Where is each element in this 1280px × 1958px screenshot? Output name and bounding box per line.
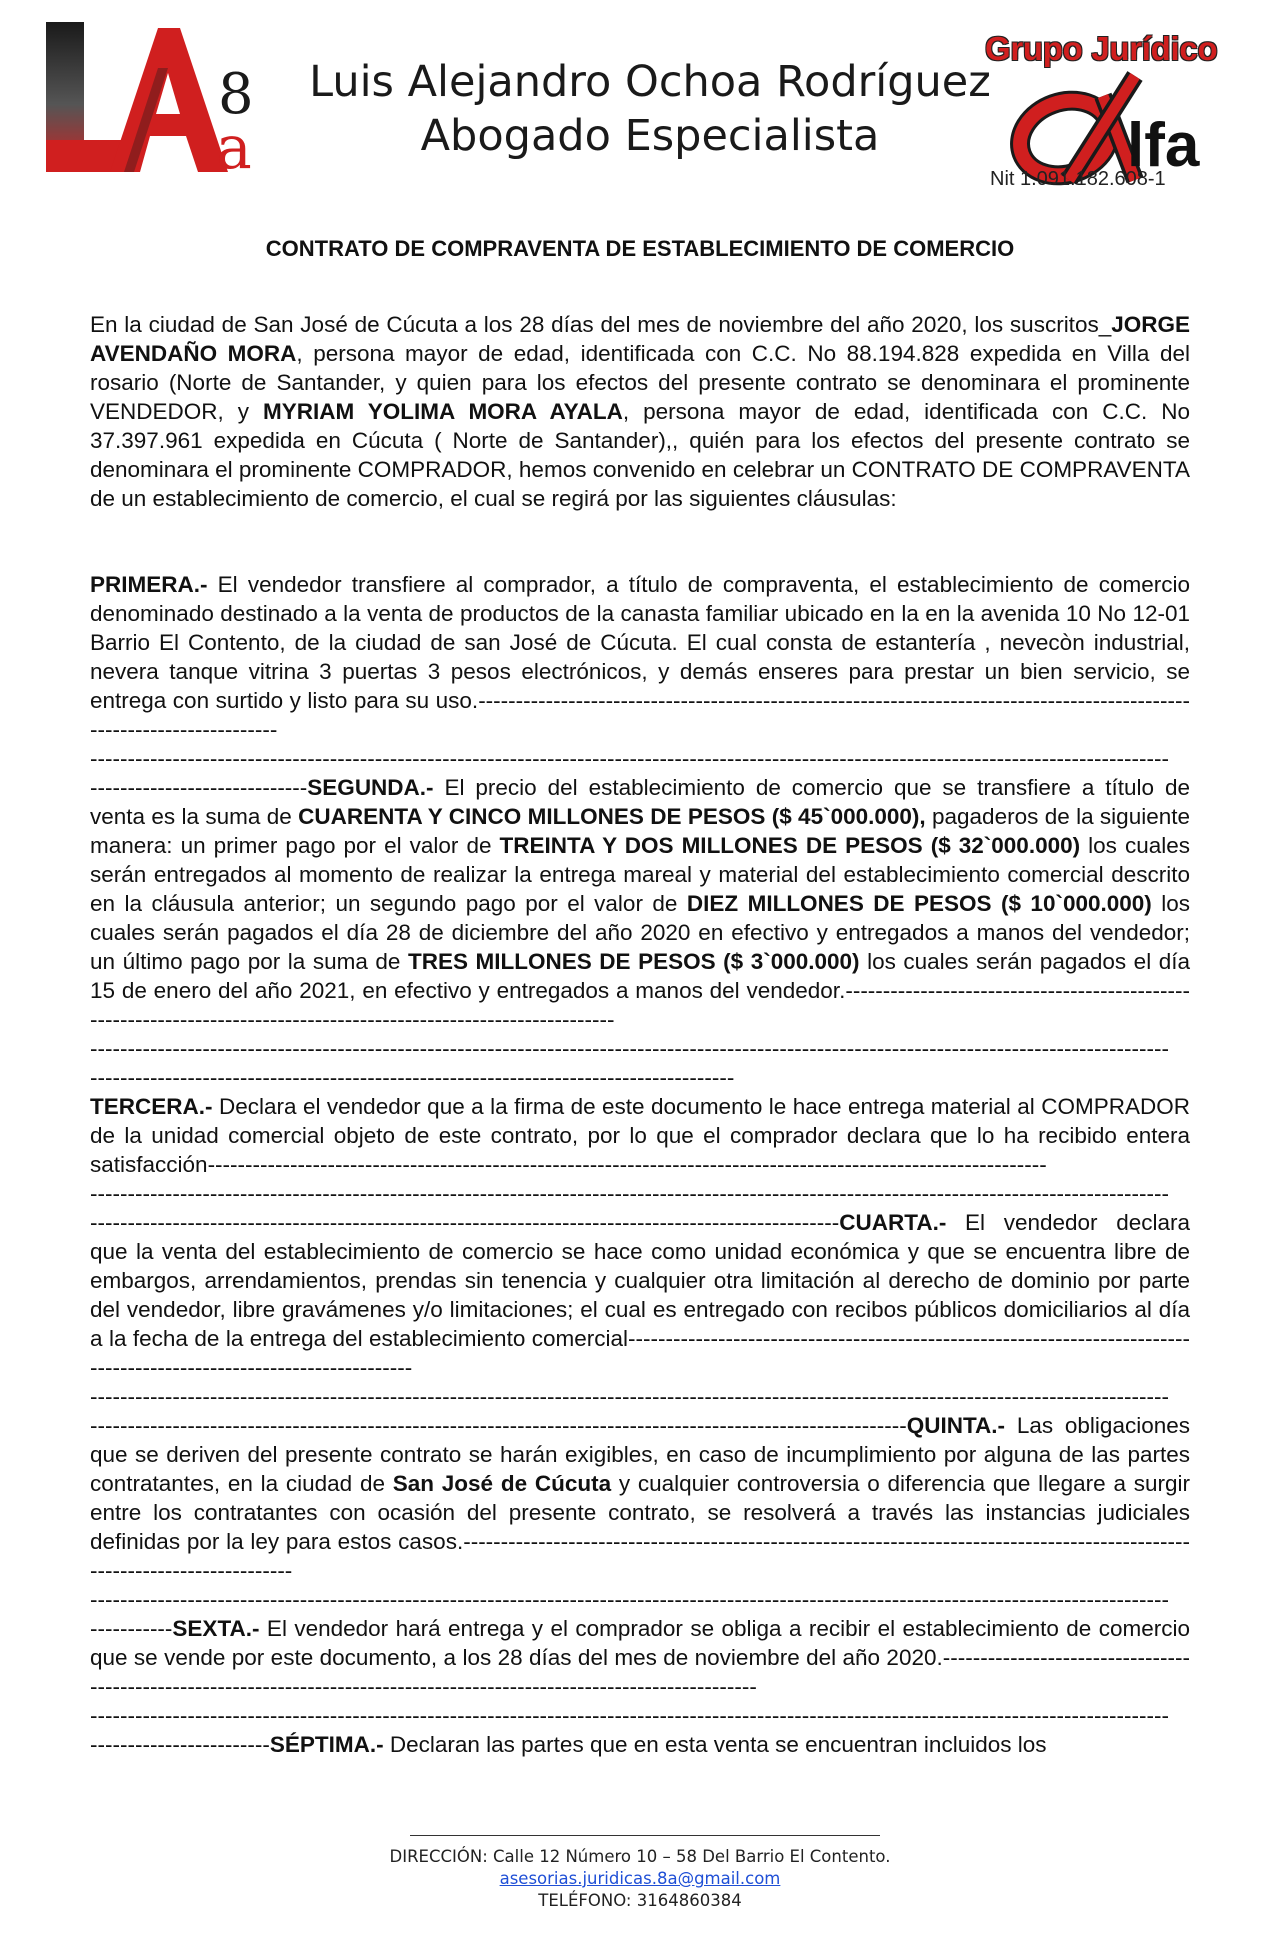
clause-cuarta-dashes: ---------------------------------------------------------------------------------------------------------------------- (90, 1326, 1190, 1380)
footer-address: DIRECCIÓN: Calle 12 Número 10 – 58 Del Barrio El Contento. (389, 1847, 891, 1866)
clause-sexta-label: SEXTA.- (172, 1616, 260, 1641)
intro-text-2: , persona mayor de edad, identificada con C.C. No 88.194.828 expedida en Villa del rosario (Norte de Santander, y quien para los efectos del presente contrato se denominara el prominente VENDEDOR, y (90, 341, 1190, 424)
clause-primera-text: El vendedor transfiere al comprador, a título de compraventa, el establecimiento de comercio denominado destinado a la venta de productos de la canasta familiar ubicado en la en la avenida 10 No 12-01 Barrio El Contento, de la ciudad de san José de Cúcuta. El cual consta de estantería , nevecòn industrial, nevera tanque vitrina 3 puertas 3 pesos electrónicos, y demás enseres para prestar un bien servicio, se entrega con surtido y listo para su uso. (90, 572, 1190, 713)
buyer-name: MYRIAM YOLIMA MORA AYALA (262, 399, 623, 424)
clause-sexta-text: El vendedor hará entrega y el comprador se obliga a recibir el establecimiento de comercio que se vende por este documento, a los 28 días del mes de noviembre del año 2020. (90, 1616, 1190, 1670)
svg-text:8: 8 (218, 62, 254, 127)
jurisdiction-city: San José de Cúcuta (392, 1471, 612, 1496)
clause-sexta-dashes: -------------------------------------------------------------------------------------------------------------------------- (90, 1645, 1190, 1699)
clause-segunda-text-3: los cuales serán entregados al momento de realizar la entrega mareal y material del establecimiento comercial descrito en la cláusula anterior; un segundo pago por el valor de (90, 833, 1190, 916)
clause-septima-label: SÉPTIMA.- (269, 1732, 384, 1757)
clause-quinta-lead: ------------------------------------------------------------------------------------------------------------- (90, 1413, 907, 1438)
clause-cuarta-lead: ---------------------------------------------------------------------------------------------------- (90, 1210, 840, 1235)
grupo-juridico-alfa-logo (985, 30, 1245, 190)
separator-line: -------------------------------------------------------------------------------------- (90, 1065, 735, 1090)
clause-segunda-text-4: los cuales serán pagados el día 28 de diciembre del año 2020 en efectivo y entregados a manos del vendedor; un último pago por la suma de (90, 891, 1190, 974)
svg-text:lfa: lfa (1127, 111, 1200, 180)
clause-segunda-label: SEGUNDA.- (307, 775, 434, 800)
letterhead (0, 0, 1280, 210)
clause-segunda-text-5: los cuales serán pagados el día 15 de enero del año 2021, en efectivo y entregados a manos del vendedor. (90, 949, 1191, 1003)
la8a-logo-icon (40, 18, 280, 198)
third-payment: TRES MILLONES DE PESOS ($ 3`000.000) (407, 949, 860, 974)
clause-cuarta (90, 1208, 1190, 1382)
intro-paragraph (90, 310, 1190, 513)
clause-quinta-label: QUINTA.- (906, 1413, 1006, 1438)
nit-number: Nit 1.091.182.608-1 (990, 168, 1166, 190)
clause-septima (90, 1730, 1190, 1759)
lawyer-title: Abogado Especialista (420, 111, 880, 161)
clause-quinta-dashes: ---------------------------------------------------------------------------------------------------------------------------- (90, 1529, 1190, 1583)
firm-name-block (270, 55, 1030, 163)
clause-quinta-text-1: Las obligaciones que se deriven del presente contrato se harán exigibles, en caso de incumplimiento por alguna de las partes contratantes, en la ciudad de (90, 1413, 1190, 1496)
alfa-logo-icon (985, 30, 1245, 190)
clause-septima-lead: ------------------------ (90, 1732, 270, 1757)
clause-segunda-dashes: -------------------------------------------------------------------------------------------------------------------- (90, 978, 1190, 1032)
separator-line: ------------------------------------------------------------------------------------------------------------------------------------------------ (90, 1703, 1169, 1728)
second-payment: DIEZ MILLONES DE PESOS ($ 10`000.000) (686, 891, 1152, 916)
clause-primera-dashes: ------------------------------------------------------------------------------------------------------------------------ (90, 688, 1190, 742)
clause-primera-label: PRIMERA.- (90, 572, 208, 597)
lawyer-name: Luis Alejandro Ochoa Rodríguez (309, 57, 991, 107)
separator-line: ------------------------------------------------------------------------------------------------------------------------------------------------ (90, 1036, 1169, 1061)
first-payment: TREINTA Y DOS MILLONES DE PESOS ($ 32`000.000) (499, 833, 1081, 858)
clause-tercera-text: Declara el vendedor que a la firma de este documento le hace entrega material al COMPRADOR de la unidad comercial objeto de este contrato, por lo que el comprador declara que lo ha recibido entera satisfacción (90, 1094, 1190, 1177)
separator-line: ------------------------------------------------------------------------------------------------------------------------------------------------ (90, 1181, 1169, 1206)
separator-line: ------------------------------------------------------------------------------------------------------------------------------------------------ (90, 1384, 1169, 1409)
clause-tercera-dashes: ---------------------------------------------------------------------------------------------------------------- (207, 1152, 1047, 1177)
document-title: CONTRATO DE COMPRAVENTA DE ESTABLECIMIENTO DE COMERCIO (265, 236, 1015, 261)
clauses-section (90, 570, 1190, 1759)
clause-quinta (90, 1411, 1190, 1585)
separator-line: ------------------------------------------------------------------------------------------------------------------------------------------------ (90, 746, 1169, 771)
clause-quinta-text-2: y cualquier controversia o diferencia que llegare a surgir entre los contratantes con ocasión del presente contrato, se resolverá a través las instancias judiciales definidas por la ley para estos casos. (90, 1471, 1190, 1554)
clause-septima-text: Declaran las partes que en esta venta se encuentran incluidos los (383, 1732, 1047, 1757)
clause-tercera (90, 1092, 1190, 1179)
clause-primera (90, 570, 1190, 744)
group-title: Grupo Jurídico (985, 30, 1218, 67)
total-price: CUARENTA Y CINCO MILLONES DE PESOS ($ 45`000.000), (298, 804, 926, 829)
clause-segunda-lead: ----------------------------- (90, 775, 308, 800)
clause-cuarta-label: CUARTA.- (839, 1210, 947, 1235)
separator-line: ------------------------------------------------------------------------------------------------------------------------------------------------ (90, 1587, 1169, 1612)
clause-segunda (90, 773, 1190, 1034)
clause-cuarta-text: El vendedor declara que la venta del establecimiento de comercio se hace como unidad económica y que se encuentra libre de embargos, arrendamientos, prendas sin tenencia y cualquier otra limitación al derecho de dominio por parte del vendedor, libre gravámenes y/o limitaciones; el cual es entregado con recibos públicos domiciliarios al día a la fecha de la entrega del establecimiento comercial (90, 1210, 1190, 1351)
clause-segunda-text-1: El precio del establecimiento de comercio que se transfiere a título de venta es la suma de (90, 775, 1190, 829)
seller-name: JORGE AVENDAÑO MORA (90, 312, 1190, 366)
footer-email-link[interactable]: asesorias.juridicas.8a@gmail.com (499, 1869, 781, 1888)
intro-text-1: En la ciudad de San José de Cúcuta a los 28 días del mes de noviembre del año 2020, los suscritos_ (90, 312, 1112, 337)
letterhead-footer (0, 1825, 1280, 1945)
intro-text-3: , persona mayor de edad, identificada con C.C. No 37.397.961 expedida en Cúcuta ( Norte de Santander),, quién para los efectos del presente contrato se denominara el prominente COMPRADOR, hemos convenido en celebrar un CONTRATO DE COMPRAVENTA de un establecimiento de comercio, el cual se regirá por las siguientes cláusulas: (90, 399, 1190, 511)
clause-sexta (90, 1614, 1190, 1701)
svg-text:a: a (216, 113, 252, 183)
clause-tercera-label: TERCERA.- (90, 1094, 213, 1119)
footer-divider (410, 1835, 880, 1836)
clause-segunda-text-2: pagaderos de la siguiente manera: un primer pago por el valor de (90, 804, 1191, 858)
footer-phone: TELÉFONO: 3164860384 (538, 1891, 742, 1910)
clause-sexta-lead: ----------- (90, 1616, 173, 1641)
